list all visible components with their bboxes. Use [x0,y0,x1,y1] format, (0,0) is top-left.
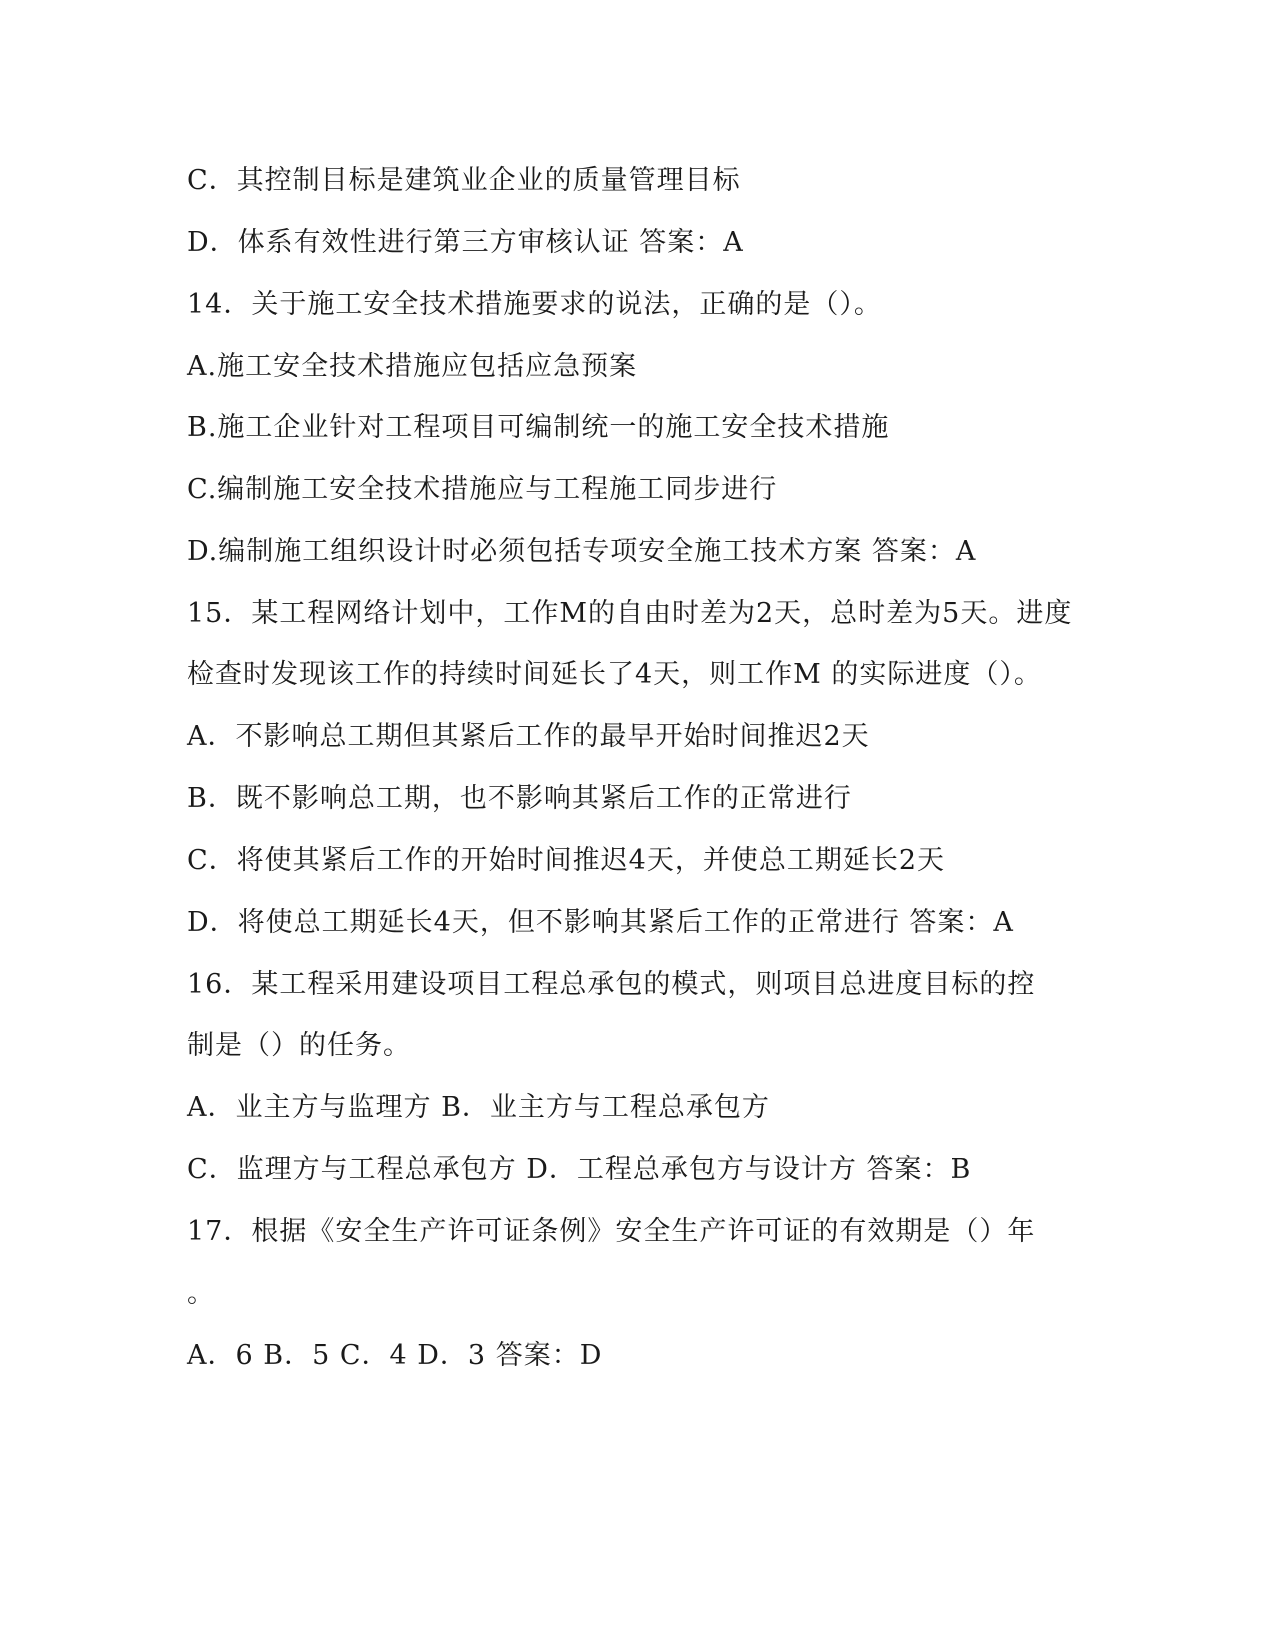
option-line-with-answer: D．体系有效性进行第三方审核认证 答案：A [187,227,744,258]
option-line: B．既不影响总工期，也不影响其紧后工作的正常进行 [187,783,852,814]
option-line: C．其控制目标是建筑业企业的质量管理目标 [187,165,741,196]
option-line: A.施工安全技术措施应包括应急预案 [187,351,638,382]
question-16-continued: 制是（）的任务。 [187,1030,411,1061]
question-14: 14．关于施工安全技术措施要求的说法，正确的是（）。 [187,289,882,320]
question-15: 15．某工程网络计划中，工作M的自由时差为2天，总时差为5天。进度 [187,598,1073,629]
option-line: B.施工企业针对工程项目可编制统一的施工安全技术措施 [187,412,890,443]
question-15-continued: 检查时发现该工作的持续时间延长了4天，则工作M 的实际进度（）。 [187,659,1042,690]
option-line-with-answer: D.编制施工组织设计时必须包括专项安全施工技术方案 答案：A [187,536,977,567]
option-line: A．业主方与监理方 B．业主方与工程总承包方 [187,1092,770,1123]
option-line: C.编制施工安全技术措施应与工程施工同步进行 [187,474,778,505]
option-line-with-answer: C．监理方与工程总承包方 D．工程总承包方与设计方 答案：B [187,1154,972,1185]
option-line: A．不影响总工期但其紧后工作的最早开始时间推迟2天 [187,721,870,752]
question-17-continued: 。 [187,1278,215,1309]
option-line-with-answer: A．6 B．5 C．4 D．3 答案：D [187,1340,603,1371]
option-line-with-answer: D．将使总工期延长4天，但不影响其紧后工作的正常进行 答案：A [187,907,1014,938]
question-16: 16．某工程采用建设项目工程总承包的模式，则项目总进度目标的控 [187,969,1036,1000]
option-line: C．将使其紧后工作的开始时间推迟4天，并使总工期延长2天 [187,845,946,876]
question-17: 17．根据《安全生产许可证条例》安全生产许可证的有效期是（）年 [187,1216,1036,1247]
